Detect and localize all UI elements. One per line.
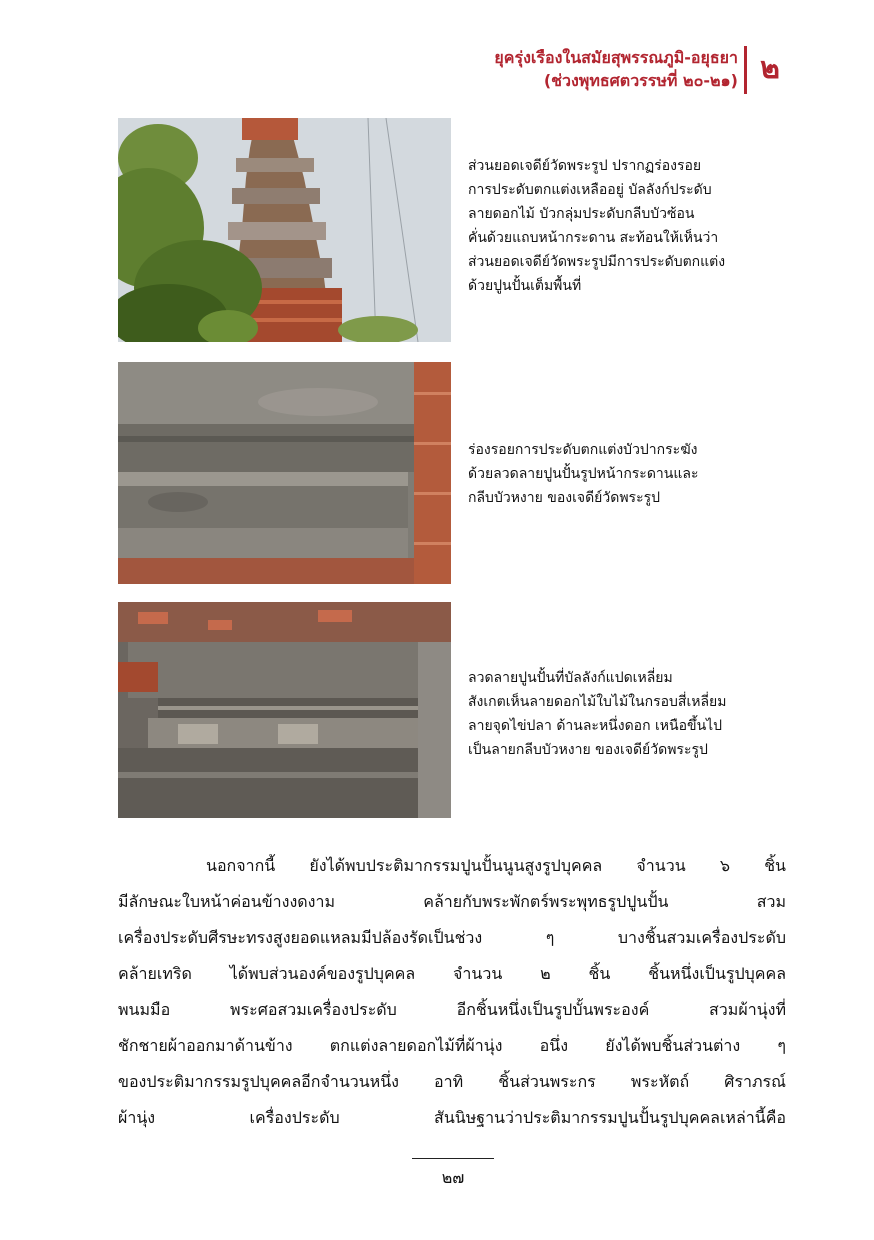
running-title-line2: (ช่วงพุทธศตวรรษที่ ๒๐-๒๑) (543, 71, 738, 90)
body-line: นอกจากนี้ ยังได้พบประติมากรรมปูนปั้นนูนสูงรูปบุคคล จำนวน ๖ ชิ้น (206, 856, 786, 875)
photo-stupa-top (118, 118, 451, 342)
figure-3-caption (468, 666, 768, 762)
body-line: พนมมือ พระศอสวมเครื่องประดับ อีกชิ้นหนึ่งเป็นรูปบั้นพระองค์ สวมผ้านุ่งที่ (118, 1000, 786, 1019)
caption-line: เป็นลายกลีบบัวหงาย ของเจดีย์วัดพระรูป (468, 742, 708, 758)
running-title (494, 46, 738, 92)
caption-line: ด้วยลวดลายปูนปั้นรูปหน้ากระดานและ (468, 466, 699, 482)
caption-line: ลวดลายปูนปั้นที่บัลลังก์แปดเหลี่ยม (468, 670, 673, 686)
caption-line: ลายดอกไม้ บัวกลุ่มประดับกลีบบัวซ้อน (468, 206, 695, 222)
caption-line: กลีบบัวหงาย ของเจดีย์วัดพระรูป (468, 490, 660, 506)
page-number: ๒๗ (441, 1168, 465, 1187)
stupa-top-illustration (118, 118, 451, 342)
chapter-number: ๒ (760, 51, 780, 86)
body-line: ชักชายผ้าออกมาด้านข้าง ตกแต่งลายดอกไม้ที่ผ้านุ่ง อนึ่ง ยังได้พบชิ้นส่วนต่าง ๆ (118, 1036, 786, 1055)
caption-line: ด้วยปูนปั้นเต็มพื้นที่ (468, 278, 582, 294)
body-line: คล้ายเทริด ได้พบส่วนองค์ของรูปบุคคล จำนวน ๒ ชิ้น ชิ้นหนึ่งเป็นรูปบุคคล (118, 964, 786, 983)
figure-1-caption (468, 154, 768, 298)
caption-line: คั่นด้วยแถบหน้ากระดาน สะท้อนให้เห็นว่า (468, 230, 719, 246)
body-line: มีลักษณะใบหน้าค่อนข้างงดงาม คล้ายกับพระพักตร์พระพุทธรูปปูนปั้น สวม (118, 892, 786, 911)
caption-line: ส่วนยอดเจดีย์วัดพระรูปมีการประดับตกแต่ง (468, 254, 726, 270)
photo-lotus-moulding (118, 362, 451, 584)
lotus-moulding-illustration (118, 362, 451, 584)
page-header (0, 46, 874, 106)
running-title-line1: ยุครุ่งเรืองในสมัยสุพรรณภูมิ-อยุธยา (494, 48, 738, 67)
photo-octagonal-base (118, 602, 451, 818)
body-paragraph (118, 848, 786, 1136)
body-line: เครื่องประดับศีรษะทรงสูงยอดแหลมมีปล้องรัดเป็นช่วง ๆ บางชิ้นสวมเครื่องประดับ (118, 928, 786, 947)
caption-line: ลายจุดไข่ปลา ด้านละหนึ่งดอก เหนือขึ้นไป (468, 718, 723, 734)
footer-rule (412, 1158, 494, 1159)
body-line: ของประติมากรรมรูปบุคคลอีกจำนวนหนึ่ง อาทิ ชิ้นส่วนพระกร พระหัตถ์ ศิราภรณ์ (118, 1072, 786, 1091)
figure-2-caption (468, 438, 768, 510)
caption-line: ร่องรอยการประดับตกแต่งบัวปากระฆัง (468, 442, 698, 458)
body-line: ผ้านุ่ง เครื่องประดับ สันนิษฐานว่าประติมากรรมปูนปั้นรูปบุคคลเหล่านี้คือ (118, 1108, 786, 1127)
caption-line: ส่วนยอดเจดีย์วัดพระรูป ปรากฏร่องรอย (468, 158, 702, 174)
octagonal-base-illustration (118, 602, 451, 818)
header-divider (744, 46, 747, 94)
caption-line: การประดับตกแต่งเหลืออยู่ บัลลังก์ประดับ (468, 182, 712, 198)
caption-line: สังเกตเห็นลายดอกไม้ใบไม้ในกรอบสี่เหลี่ยม (468, 694, 727, 710)
